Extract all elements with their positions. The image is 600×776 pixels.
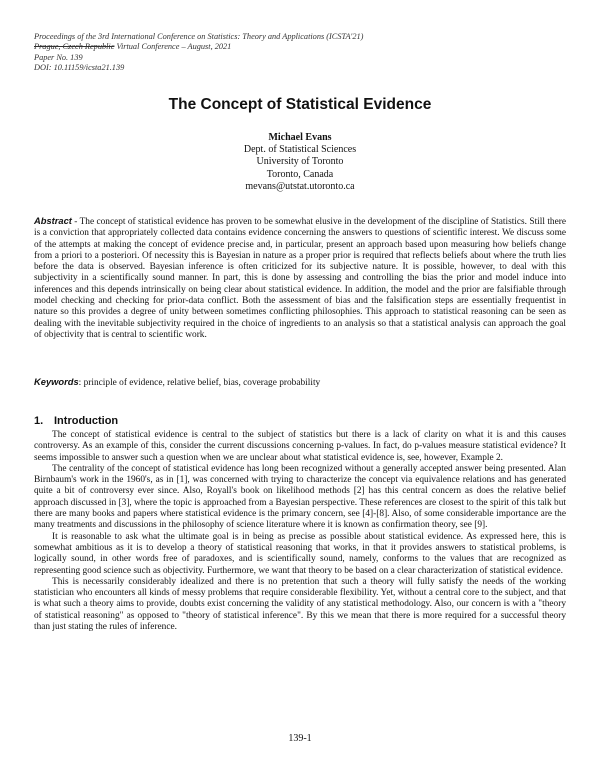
paragraph: It is reasonable to ask what the ultimate goal is in being as precise as possible about statistical evidence. As expressed here, this is somewhat ambitious as it is to develop a theory of statistical reasoning that works, in that it provides answers to statistical problems, is logically sound, in other words free of paradoxes, and is scientifically sound, namely, conforms to the values that are recognized as representing good science such as objectivity. Furthermore, we want that theory to be based on a clear characterization of statistical evidence. [34, 531, 566, 576]
proceedings-line: Proceedings of the 3rd International Conference on Statistics: Theory and Applications (ICSTA'21) [34, 32, 364, 41]
paper-title: The Concept of Statistical Evidence [168, 96, 432, 113]
abstract-text: - The concept of statistical evidence has proven to be somewhat elusive in the development of the discipline of Statistics. Still there is a conviction that appropriately collected data contains evidence concerning the answers to questions of scientific interest. We discuss some of the attempts at making the concept of evidence precise and, in particular, present an approach based upon measuring how beliefs change from a priori to a posteriori. Of necessity this is Bayesian in nature as a proper prior is required that reflects beliefs about where the truth lies before the data is observed. Bayesian inference is often criticized for its subjective nature. It is possible, however, to deal with this subjectivity in a scientifically sound manner. In part, this is done by assessing and controlling the bias the prior and model induce into inferences and this depends intrinsically on being clear about statistical evidence. In addition, the model and the prior are falsifiable through model checking and checking for prior-data conflict. Both the assessment of bias and the falsification steps are essentially frequentist in nature so this provides a degree of unity between sometimes conflicting philosophies. This approach to statistical reasoning can be seen as dealing with the inevitable subjectivity required in the choice of ingredients to an analysis so that a statistical analysis can approach the goal of objectivity that is central to scientific work. [34, 217, 566, 340]
author-location: Toronto, Canada [266, 168, 334, 180]
virtual-conference-text: Virtual Conference – August, 2021 [114, 42, 232, 52]
author-email[interactable]: mevans@utstat.utoronto.ca [245, 180, 355, 192]
author-name: Michael Evans [268, 132, 332, 143]
paragraph: The centrality of the concept of statistical evidence has long been recognized without a generally accepted answer being presented. Alan Birnbaum's work in the 1960's, as in [1], was concerned with trying to characterize the concept via equivalence relations and has generated quite a bit of controversy ever since. Also, Royall's book on likelihood methods [2] has this central concern as does the relative belief approach discussed in [3], where the topic is approached from a Bayesian perspective. These references are closest to the spirit of this talk but there are many books and papers where statistical evidence is the primary concern, see [4]-[8]. Also, of some considerable importance are the many treatments and discussions in the philosophy of science literature where it is known as confirmation theory, see [9]. [34, 463, 566, 531]
paragraph: The concept of statistical evidence is central to the subject of statistics but there is a lack of clarity on what it is and this causes controversy. As an example of this, consider the current discussions concerning p-values. In fact, do p-values measure statistical evidence? It seems impossible to answer such a question when we are unclear about what statistical evidence is, see, however, Example 2. [34, 430, 566, 463]
venue-line [34, 42, 554, 52]
doi: DOI: 10.11159/icsta21.139 [34, 63, 125, 73]
section-title: Introduction [54, 415, 119, 427]
author-block [0, 132, 600, 193]
paragraph: This is necessarily considerably idealized and there is no pretention that such a theory will fully satisfy the needs of the working statistician who encounters all kinds of messy problems that require considerable flexibility. Yet, without a central core to the subject, and that is what such a theory aims to provide, doubts exist concerning the validity of any statistical methodology. Also, our concern is with a "theory of statistical reasoning" as opposed to "theory of statistical inference". By this we mean that there is more required for a successful theory than just stating the rules of inference. [34, 576, 566, 633]
author-department: Dept. of Statistical Sciences [243, 144, 357, 156]
abstract [34, 216, 566, 341]
author-university: University of Toronto [256, 156, 344, 168]
keywords-text: : principle of evidence, relative belief, bias, coverage probability [78, 378, 321, 388]
keywords [34, 377, 566, 389]
section-body [34, 430, 566, 633]
page-number: 139-1 [288, 733, 312, 744]
paper-number: Paper No. 139 [34, 52, 83, 62]
section-heading [34, 415, 118, 427]
abstract-label: Abstract [34, 216, 72, 226]
struck-location: Prague, Czech Republic [34, 42, 115, 52]
keywords-label: Keywords [34, 377, 79, 387]
proceedings-header [34, 32, 554, 74]
section-number: 1. [34, 415, 44, 427]
